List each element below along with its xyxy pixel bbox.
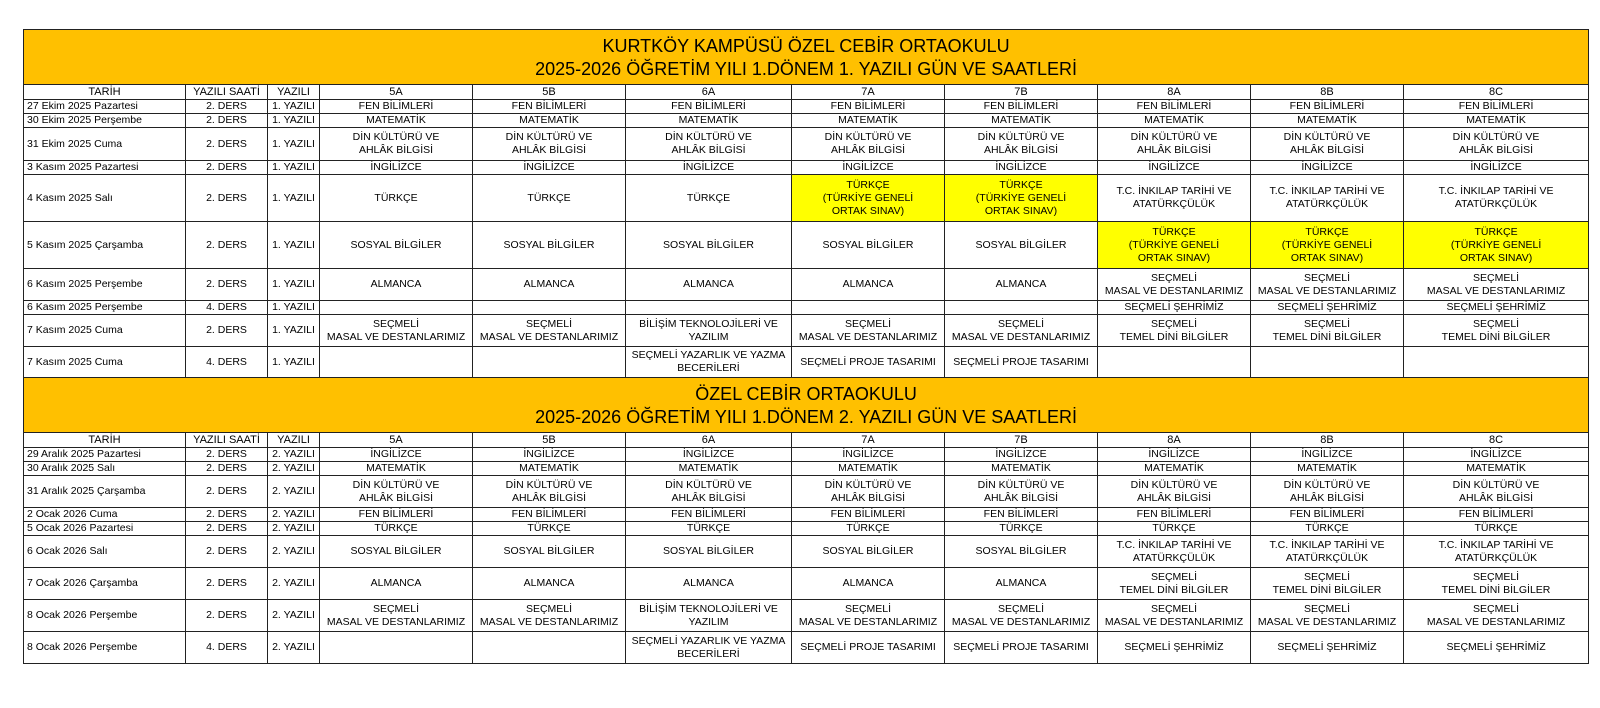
- cell-date: 6 Kasım 2025 Perşembe: [24, 301, 186, 315]
- cell-class-5b: DİN KÜLTÜRÜ VE AHLÂK BİLGİSİ: [473, 476, 626, 508]
- cell-class-8c: SEÇMELİ ŞEHRİMİZ: [1404, 301, 1589, 315]
- table-row: [24, 508, 1589, 522]
- cell-class-7b: SEÇMELİ PROJE TASARIMI: [945, 632, 1098, 664]
- cell-date: 30 Ekim 2025 Perşembe: [24, 114, 186, 128]
- cell-class-5b: SOSYAL BİLGİLER: [473, 536, 626, 568]
- cell-class-8b: TÜRKÇE: [1251, 522, 1404, 536]
- cell-class-8a: TÜRKÇE: [1098, 522, 1251, 536]
- cell-exam-period: 2. DERS: [186, 568, 268, 600]
- cell-class-7a: DİN KÜLTÜRÜ VE AHLÂK BİLGİSİ: [792, 476, 945, 508]
- cell-class-8b: DİN KÜLTÜRÜ VE AHLÂK BİLGİSİ: [1251, 128, 1404, 161]
- cell-class-8c: İNGİLİZCE: [1404, 161, 1589, 175]
- cell-class-8b: [1251, 347, 1404, 378]
- cell-class-8c: SEÇMELİ MASAL VE DESTANLARIMIZ: [1404, 269, 1589, 301]
- cell-exam-period: 2. DERS: [186, 269, 268, 301]
- cell-class-7b: MATEMATİK: [945, 114, 1098, 128]
- cell-class-8c: İNGİLİZCE: [1404, 448, 1589, 462]
- cell-class-8a: DİN KÜLTÜRÜ VE AHLÂK BİLGİSİ: [1098, 476, 1251, 508]
- cell-class-6a: İNGİLİZCE: [626, 161, 792, 175]
- cell-exam-period: 4. DERS: [186, 301, 268, 315]
- cell-class-8a: İNGİLİZCE: [1098, 448, 1251, 462]
- cell-class-7a: [792, 301, 945, 315]
- table-row: [24, 128, 1589, 161]
- cell-exam-number: 1. YAZILI: [268, 100, 320, 114]
- cell-class-8b: SEÇMELİ MASAL VE DESTANLARIMIZ: [1251, 269, 1404, 301]
- cell-class-8b: İNGİLİZCE: [1251, 448, 1404, 462]
- cell-class-7b: SEÇMELİ PROJE TASARIMI: [945, 347, 1098, 378]
- cell-class-8b: SEÇMELİ ŞEHRİMİZ: [1251, 632, 1404, 664]
- cell-class-8a: SEÇMELİ ŞEHRİMİZ: [1098, 632, 1251, 664]
- cell-class-5a: İNGİLİZCE: [320, 448, 473, 462]
- cell-class-8a: SEÇMELİ ŞEHRİMİZ: [1098, 301, 1251, 315]
- cell-class-5b: ALMANCA: [473, 269, 626, 301]
- cell-exam-number: 2. YAZILI: [268, 508, 320, 522]
- cell-class-8b: İNGİLİZCE: [1251, 161, 1404, 175]
- section-title-row: [24, 378, 1589, 433]
- column-header-class-8b: 8B: [1251, 433, 1404, 448]
- cell-class-8a: FEN BİLİMLERİ: [1098, 100, 1251, 114]
- table-row: [24, 269, 1589, 301]
- cell-date: 2 Ocak 2026 Cuma: [24, 508, 186, 522]
- cell-class-8a: MATEMATİK: [1098, 114, 1251, 128]
- cell-class-7a: MATEMATİK: [792, 114, 945, 128]
- cell-class-8c: SEÇMELİ TEMEL DİNİ BİLGİLER: [1404, 315, 1589, 347]
- cell-class-5b: SEÇMELİ MASAL VE DESTANLARIMIZ: [473, 315, 626, 347]
- cell-class-5a: MATEMATİK: [320, 114, 473, 128]
- column-header-class-5a: 5A: [320, 85, 473, 100]
- exam-schedule-table: [23, 29, 1589, 664]
- column-header-class-6a: 6A: [626, 433, 792, 448]
- table-row: [24, 222, 1589, 269]
- column-header-class-7b: 7B: [945, 85, 1098, 100]
- cell-date: 7 Ocak 2026 Çarşamba: [24, 568, 186, 600]
- cell-class-8b: DİN KÜLTÜRÜ VE AHLÂK BİLGİSİ: [1251, 476, 1404, 508]
- cell-class-7a: İNGİLİZCE: [792, 448, 945, 462]
- cell-class-6a: İNGİLİZCE: [626, 448, 792, 462]
- cell-class-5b: SEÇMELİ MASAL VE DESTANLARIMIZ: [473, 600, 626, 632]
- cell-class-7b: TÜRKÇE (TÜRKİYE GENELİ ORTAK SINAV): [945, 175, 1098, 222]
- cell-class-8a: [1098, 347, 1251, 378]
- cell-class-7b: MATEMATİK: [945, 462, 1098, 476]
- cell-class-5b: TÜRKÇE: [473, 175, 626, 222]
- table-row: [24, 568, 1589, 600]
- cell-exam-period: 2. DERS: [186, 315, 268, 347]
- column-header-class-5a: 5A: [320, 433, 473, 448]
- cell-exam-number: 2. YAZILI: [268, 476, 320, 508]
- cell-exam-number: 2. YAZILI: [268, 568, 320, 600]
- cell-class-8a: MATEMATİK: [1098, 462, 1251, 476]
- cell-class-8a: FEN BİLİMLERİ: [1098, 508, 1251, 522]
- cell-class-6a: TÜRKÇE: [626, 522, 792, 536]
- cell-class-5b: İNGİLİZCE: [473, 448, 626, 462]
- cell-class-7a: SEÇMELİ MASAL VE DESTANLARIMIZ: [792, 315, 945, 347]
- section-title: [24, 378, 1589, 433]
- cell-class-8a: TÜRKÇE (TÜRKİYE GENELİ ORTAK SINAV): [1098, 222, 1251, 269]
- cell-class-7b: SOSYAL BİLGİLER: [945, 536, 1098, 568]
- cell-class-8c: T.C. İNKILAP TARİHİ VE ATATÜRKÇÜLÜK: [1404, 536, 1589, 568]
- cell-class-8a: SEÇMELİ TEMEL DİNİ BİLGİLER: [1098, 315, 1251, 347]
- cell-class-6a: SOSYAL BİLGİLER: [626, 222, 792, 269]
- cell-class-6a: SEÇMELİ YAZARLIK VE YAZMA BECERİLERİ: [626, 632, 792, 664]
- cell-exam-number: 1. YAZILI: [268, 347, 320, 378]
- cell-class-6a: FEN BİLİMLERİ: [626, 508, 792, 522]
- cell-class-6a: ALMANCA: [626, 568, 792, 600]
- cell-class-8c: MATEMATİK: [1404, 114, 1589, 128]
- cell-class-8c: FEN BİLİMLERİ: [1404, 508, 1589, 522]
- column-header-exam-period: YAZILI SAATİ: [186, 433, 268, 448]
- table-row: [24, 315, 1589, 347]
- cell-class-7a: SOSYAL BİLGİLER: [792, 222, 945, 269]
- cell-exam-period: 4. DERS: [186, 632, 268, 664]
- cell-exam-period: 2. DERS: [186, 448, 268, 462]
- cell-exam-number: 2. YAZILI: [268, 632, 320, 664]
- cell-class-7a: ALMANCA: [792, 568, 945, 600]
- cell-exam-number: 2. YAZILI: [268, 522, 320, 536]
- cell-class-5b: DİN KÜLTÜRÜ VE AHLÂK BİLGİSİ: [473, 128, 626, 161]
- cell-class-6a: [626, 301, 792, 315]
- column-header-class-7a: 7A: [792, 433, 945, 448]
- cell-class-7b: FEN BİLİMLERİ: [945, 508, 1098, 522]
- cell-class-8b: FEN BİLİMLERİ: [1251, 100, 1404, 114]
- cell-exam-period: 4. DERS: [186, 347, 268, 378]
- exam-schedule-sheet: [23, 29, 1586, 664]
- cell-class-5b: [473, 632, 626, 664]
- cell-class-8b: MATEMATİK: [1251, 114, 1404, 128]
- cell-exam-period: 2. DERS: [186, 476, 268, 508]
- column-header-class-7b: 7B: [945, 433, 1098, 448]
- table-row: [24, 600, 1589, 632]
- cell-exam-period: 2. DERS: [186, 462, 268, 476]
- cell-class-5a: MATEMATİK: [320, 462, 473, 476]
- cell-class-8c: FEN BİLİMLERİ: [1404, 100, 1589, 114]
- table-row: [24, 301, 1589, 315]
- cell-exam-period: 2. DERS: [186, 128, 268, 161]
- cell-class-7a: SEÇMELİ PROJE TASARIMI: [792, 632, 945, 664]
- cell-exam-number: 1. YAZILI: [268, 301, 320, 315]
- cell-class-8b: SEÇMELİ MASAL VE DESTANLARIMIZ: [1251, 600, 1404, 632]
- cell-class-8c: MATEMATİK: [1404, 462, 1589, 476]
- cell-class-5a: ALMANCA: [320, 269, 473, 301]
- table-row: [24, 161, 1589, 175]
- cell-date: 4 Kasım 2025 Salı: [24, 175, 186, 222]
- cell-class-7b: FEN BİLİMLERİ: [945, 100, 1098, 114]
- cell-class-7a: FEN BİLİMLERİ: [792, 100, 945, 114]
- cell-exam-number: 1. YAZILI: [268, 128, 320, 161]
- cell-class-5b: SOSYAL BİLGİLER: [473, 222, 626, 269]
- cell-date: 30 Aralık 2025 Salı: [24, 462, 186, 476]
- cell-class-6a: MATEMATİK: [626, 114, 792, 128]
- cell-exam-number: 1. YAZILI: [268, 315, 320, 347]
- table-row: [24, 462, 1589, 476]
- column-header-date: TARİH: [24, 85, 186, 100]
- cell-class-7b: ALMANCA: [945, 269, 1098, 301]
- column-header-exam-period: YAZILI SAATİ: [186, 85, 268, 100]
- cell-class-5b: İNGİLİZCE: [473, 161, 626, 175]
- cell-class-7a: İNGİLİZCE: [792, 161, 945, 175]
- cell-exam-period: 2. DERS: [186, 522, 268, 536]
- cell-class-5a: [320, 301, 473, 315]
- column-header-class-8c: 8C: [1404, 433, 1589, 448]
- cell-class-5a: SEÇMELİ MASAL VE DESTANLARIMIZ: [320, 315, 473, 347]
- table-row: [24, 632, 1589, 664]
- cell-exam-number: 1. YAZILI: [268, 161, 320, 175]
- cell-class-7b: DİN KÜLTÜRÜ VE AHLÂK BİLGİSİ: [945, 128, 1098, 161]
- cell-class-8b: SEÇMELİ ŞEHRİMİZ: [1251, 301, 1404, 315]
- cell-date: 7 Kasım 2025 Cuma: [24, 315, 186, 347]
- cell-class-5a: FEN BİLİMLERİ: [320, 508, 473, 522]
- cell-exam-number: 1. YAZILI: [268, 175, 320, 222]
- column-header-class-8b: 8B: [1251, 85, 1404, 100]
- cell-class-8c: SEÇMELİ ŞEHRİMİZ: [1404, 632, 1589, 664]
- cell-class-6a: BİLİŞİM TEKNOLOJİLERİ VE YAZILIM: [626, 600, 792, 632]
- cell-class-5a: ALMANCA: [320, 568, 473, 600]
- cell-class-5a: SEÇMELİ MASAL VE DESTANLARIMIZ: [320, 600, 473, 632]
- table-row: [24, 100, 1589, 114]
- cell-class-5a: FEN BİLİMLERİ: [320, 100, 473, 114]
- cell-class-8c: SEÇMELİ MASAL VE DESTANLARIMIZ: [1404, 600, 1589, 632]
- table-row: [24, 448, 1589, 462]
- cell-class-8b: MATEMATİK: [1251, 462, 1404, 476]
- cell-date: 3 Kasım 2025 Pazartesi: [24, 161, 186, 175]
- cell-class-5a: İNGİLİZCE: [320, 161, 473, 175]
- cell-class-8b: T.C. İNKILAP TARİHİ VE ATATÜRKÇÜLÜK: [1251, 536, 1404, 568]
- cell-class-6a: MATEMATİK: [626, 462, 792, 476]
- cell-exam-number: 1. YAZILI: [268, 114, 320, 128]
- column-header-row: [24, 85, 1589, 100]
- cell-class-7b: DİN KÜLTÜRÜ VE AHLÂK BİLGİSİ: [945, 476, 1098, 508]
- column-header-class-8c: 8C: [1404, 85, 1589, 100]
- column-header-class-7a: 7A: [792, 85, 945, 100]
- cell-class-8c: T.C. İNKILAP TARİHİ VE ATATÜRKÇÜLÜK: [1404, 175, 1589, 222]
- cell-exam-number: 2. YAZILI: [268, 448, 320, 462]
- school-name: ÖZEL CEBİR ORTAOKULU: [695, 384, 917, 404]
- schedule-title: 2025-2026 ÖĞRETİM YILI 1.DÖNEM 2. YAZILI GÜN VE SAATLERİ: [535, 407, 1077, 427]
- cell-class-8a: SEÇMELİ MASAL VE DESTANLARIMIZ: [1098, 269, 1251, 301]
- cell-class-6a: DİN KÜLTÜRÜ VE AHLÂK BİLGİSİ: [626, 476, 792, 508]
- column-header-exam-number: YAZILI: [268, 433, 320, 448]
- cell-class-5a: [320, 347, 473, 378]
- cell-class-8b: TÜRKÇE (TÜRKİYE GENELİ ORTAK SINAV): [1251, 222, 1404, 269]
- cell-exam-period: 2. DERS: [186, 175, 268, 222]
- table-row: [24, 536, 1589, 568]
- cell-class-8b: FEN BİLİMLERİ: [1251, 508, 1404, 522]
- cell-class-5a: [320, 632, 473, 664]
- cell-class-7b: [945, 301, 1098, 315]
- cell-class-7a: SEÇMELİ PROJE TASARIMI: [792, 347, 945, 378]
- cell-class-7a: ALMANCA: [792, 269, 945, 301]
- column-header-class-8a: 8A: [1098, 433, 1251, 448]
- cell-class-5a: DİN KÜLTÜRÜ VE AHLÂK BİLGİSİ: [320, 476, 473, 508]
- cell-class-5b: FEN BİLİMLERİ: [473, 508, 626, 522]
- section-title: [24, 30, 1589, 85]
- school-name: KURTKÖY KAMPÜSÜ ÖZEL CEBİR ORTAOKULU: [602, 36, 1010, 56]
- cell-class-7a: SEÇMELİ MASAL VE DESTANLARIMIZ: [792, 600, 945, 632]
- cell-class-7b: İNGİLİZCE: [945, 448, 1098, 462]
- cell-class-6a: TÜRKÇE: [626, 175, 792, 222]
- cell-exam-number: 2. YAZILI: [268, 536, 320, 568]
- cell-class-5a: SOSYAL BİLGİLER: [320, 222, 473, 269]
- cell-class-5b: MATEMATİK: [473, 114, 626, 128]
- cell-class-7b: SEÇMELİ MASAL VE DESTANLARIMIZ: [945, 600, 1098, 632]
- cell-exam-period: 2. DERS: [186, 536, 268, 568]
- table-row: [24, 347, 1589, 378]
- cell-exam-period: 2. DERS: [186, 100, 268, 114]
- cell-class-6a: FEN BİLİMLERİ: [626, 100, 792, 114]
- cell-class-5b: MATEMATİK: [473, 462, 626, 476]
- cell-class-7b: TÜRKÇE: [945, 522, 1098, 536]
- cell-class-7b: İNGİLİZCE: [945, 161, 1098, 175]
- cell-date: 6 Ocak 2026 Salı: [24, 536, 186, 568]
- cell-date: 27 Ekim 2025 Pazartesi: [24, 100, 186, 114]
- cell-class-5a: TÜRKÇE: [320, 175, 473, 222]
- cell-class-8a: İNGİLİZCE: [1098, 161, 1251, 175]
- cell-class-7a: SOSYAL BİLGİLER: [792, 536, 945, 568]
- cell-class-5b: ALMANCA: [473, 568, 626, 600]
- cell-date: 5 Kasım 2025 Çarşamba: [24, 222, 186, 269]
- cell-class-8a: T.C. İNKILAP TARİHİ VE ATATÜRKÇÜLÜK: [1098, 175, 1251, 222]
- cell-class-7a: MATEMATİK: [792, 462, 945, 476]
- cell-exam-period: 2. DERS: [186, 114, 268, 128]
- cell-class-7b: ALMANCA: [945, 568, 1098, 600]
- cell-class-6a: DİN KÜLTÜRÜ VE AHLÂK BİLGİSİ: [626, 128, 792, 161]
- cell-class-8c: TÜRKÇE: [1404, 522, 1589, 536]
- cell-class-8c: [1404, 347, 1589, 378]
- cell-date: 31 Aralık 2025 Çarşamba: [24, 476, 186, 508]
- cell-date: 7 Kasım 2025 Cuma: [24, 347, 186, 378]
- cell-class-8a: SEÇMELİ MASAL VE DESTANLARIMIZ: [1098, 600, 1251, 632]
- cell-class-5b: FEN BİLİMLERİ: [473, 100, 626, 114]
- cell-class-8a: T.C. İNKILAP TARİHİ VE ATATÜRKÇÜLÜK: [1098, 536, 1251, 568]
- cell-class-7a: FEN BİLİMLERİ: [792, 508, 945, 522]
- cell-exam-period: 2. DERS: [186, 222, 268, 269]
- column-header-class-5b: 5B: [473, 85, 626, 100]
- cell-date: 8 Ocak 2026 Perşembe: [24, 600, 186, 632]
- table-row: [24, 476, 1589, 508]
- column-header-date: TARİH: [24, 433, 186, 448]
- cell-class-5b: [473, 347, 626, 378]
- section-title-row: [24, 30, 1589, 85]
- cell-class-8c: SEÇMELİ TEMEL DİNİ BİLGİLER: [1404, 568, 1589, 600]
- cell-class-7b: SOSYAL BİLGİLER: [945, 222, 1098, 269]
- column-header-row: [24, 433, 1589, 448]
- cell-class-8c: DİN KÜLTÜRÜ VE AHLÂK BİLGİSİ: [1404, 476, 1589, 508]
- cell-class-7b: SEÇMELİ MASAL VE DESTANLARIMIZ: [945, 315, 1098, 347]
- cell-exam-number: 2. YAZILI: [268, 462, 320, 476]
- cell-date: 8 Ocak 2026 Perşembe: [24, 632, 186, 664]
- cell-exam-period: 2. DERS: [186, 600, 268, 632]
- cell-exam-period: 2. DERS: [186, 508, 268, 522]
- schedule-title: 2025-2026 ÖĞRETİM YILI 1.DÖNEM 1. YAZILI GÜN VE SAATLERİ: [535, 59, 1077, 79]
- cell-class-8b: T.C. İNKILAP TARİHİ VE ATATÜRKÇÜLÜK: [1251, 175, 1404, 222]
- cell-class-5a: DİN KÜLTÜRÜ VE AHLÂK BİLGİSİ: [320, 128, 473, 161]
- cell-class-7a: DİN KÜLTÜRÜ VE AHLÂK BİLGİSİ: [792, 128, 945, 161]
- cell-exam-number: 1. YAZILI: [268, 222, 320, 269]
- cell-date: 6 Kasım 2025 Perşembe: [24, 269, 186, 301]
- cell-class-8b: SEÇMELİ TEMEL DİNİ BİLGİLER: [1251, 568, 1404, 600]
- cell-class-7a: TÜRKÇE: [792, 522, 945, 536]
- cell-class-7a: TÜRKÇE (TÜRKİYE GENELİ ORTAK SINAV): [792, 175, 945, 222]
- cell-date: 31 Ekim 2025 Cuma: [24, 128, 186, 161]
- cell-exam-period: 2. DERS: [186, 161, 268, 175]
- cell-class-5b: [473, 301, 626, 315]
- table-row: [24, 175, 1589, 222]
- column-header-class-6a: 6A: [626, 85, 792, 100]
- cell-exam-number: 2. YAZILI: [268, 600, 320, 632]
- cell-date: 5 Ocak 2026 Pazartesi: [24, 522, 186, 536]
- cell-class-8b: SEÇMELİ TEMEL DİNİ BİLGİLER: [1251, 315, 1404, 347]
- cell-class-8a: SEÇMELİ TEMEL DİNİ BİLGİLER: [1098, 568, 1251, 600]
- cell-class-8c: DİN KÜLTÜRÜ VE AHLÂK BİLGİSİ: [1404, 128, 1589, 161]
- column-header-class-8a: 8A: [1098, 85, 1251, 100]
- cell-date: 29 Aralık 2025 Pazartesi: [24, 448, 186, 462]
- cell-class-6a: SOSYAL BİLGİLER: [626, 536, 792, 568]
- cell-class-6a: ALMANCA: [626, 269, 792, 301]
- column-header-exam-number: YAZILI: [268, 85, 320, 100]
- cell-class-8a: DİN KÜLTÜRÜ VE AHLÂK BİLGİSİ: [1098, 128, 1251, 161]
- table-row: [24, 114, 1589, 128]
- cell-class-6a: BİLİŞİM TEKNOLOJİLERİ VE YAZILIM: [626, 315, 792, 347]
- cell-class-5b: TÜRKÇE: [473, 522, 626, 536]
- table-row: [24, 522, 1589, 536]
- cell-class-5a: SOSYAL BİLGİLER: [320, 536, 473, 568]
- cell-class-5a: TÜRKÇE: [320, 522, 473, 536]
- cell-class-8c: TÜRKÇE (TÜRKİYE GENELİ ORTAK SINAV): [1404, 222, 1589, 269]
- cell-class-6a: SEÇMELİ YAZARLIK VE YAZMA BECERİLERİ: [626, 347, 792, 378]
- column-header-class-5b: 5B: [473, 433, 626, 448]
- cell-exam-number: 1. YAZILI: [268, 269, 320, 301]
